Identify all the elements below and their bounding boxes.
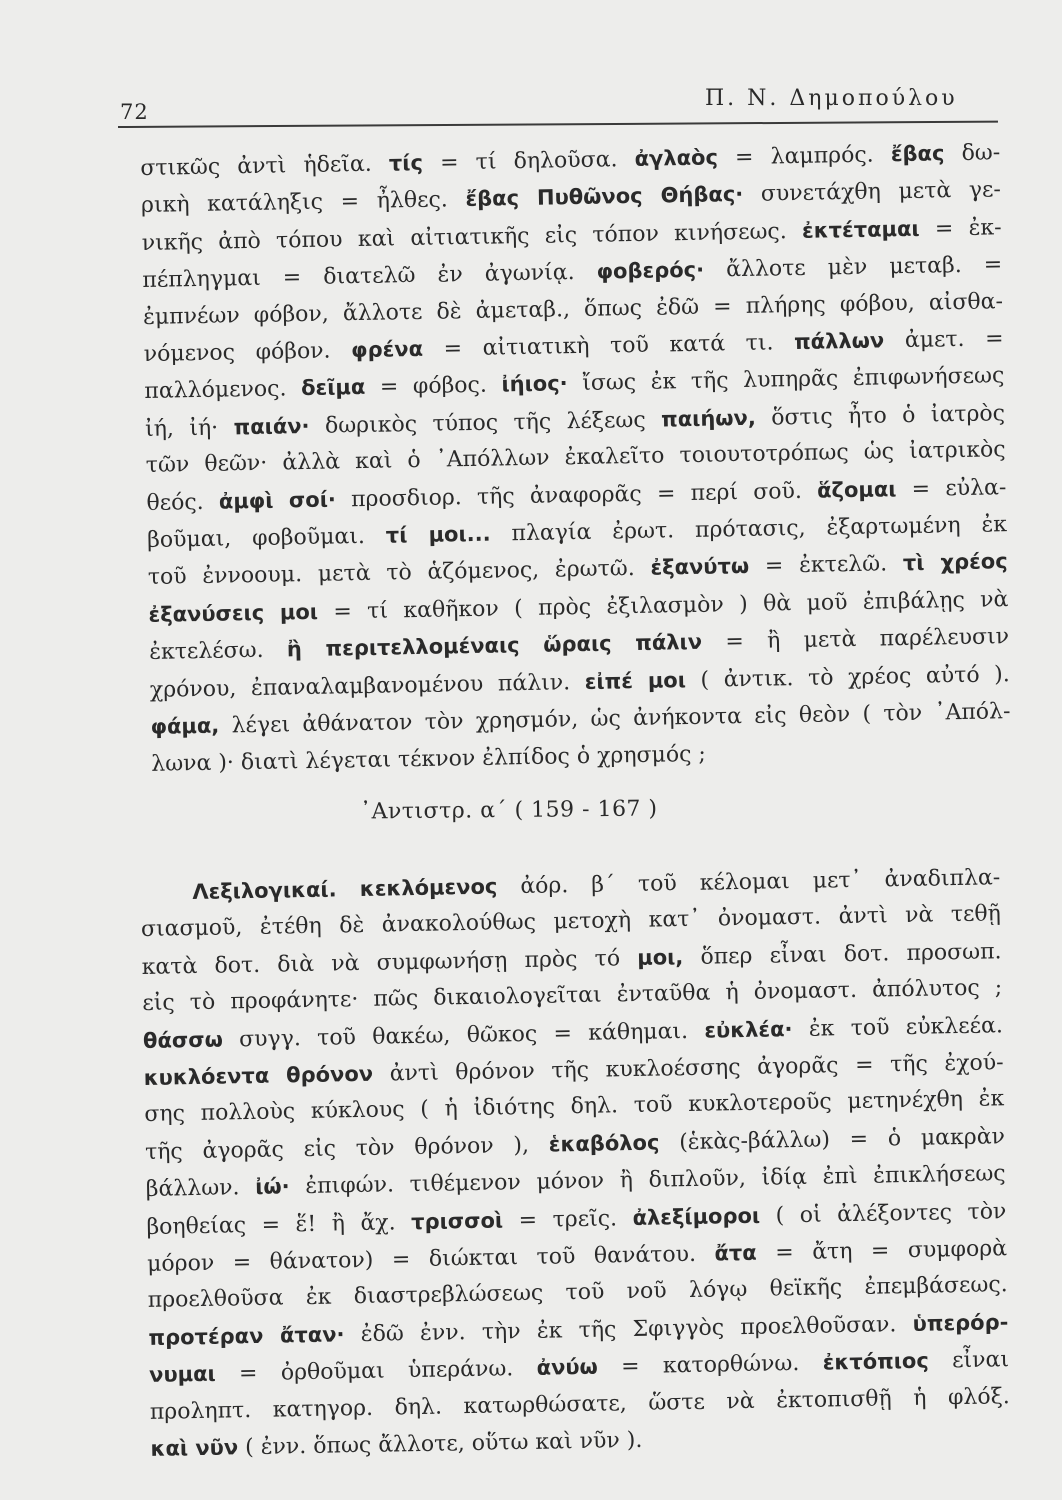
text-run: ἄλλοτε μὲν μεταβ. = xyxy=(703,252,1003,283)
text-run: ( ἀντικ. τὸ χρέος αὐτό ). xyxy=(685,661,1010,693)
header-rule xyxy=(118,121,998,128)
bold-lemma: φρένα xyxy=(350,336,424,363)
text-run: ἀόρ. β΄ τοῦ κέλομαι μετ᾽ ἀναδιπλα- xyxy=(497,865,1001,900)
text-run: = εὐλα- xyxy=(896,474,1007,502)
bold-lemma: Λεξιλογικαί. κεκλόμενος xyxy=(192,874,498,905)
text-run: βοῦμαι, φοβοῦμαι. xyxy=(146,523,387,553)
bold-lemma: ἐξανύσεις μοι xyxy=(148,599,319,627)
text-run: = λαμπρός. xyxy=(717,142,892,171)
text-run: νικῆς ἀπὸ τόπου καὶ αἰτιατικῆς εἰς τόπον κινήσεως. xyxy=(141,218,803,256)
bold-lemma: ἀνύω xyxy=(536,1354,599,1381)
bold-lemma: ἢ περιτελλομέναις ὥραις πάλιν xyxy=(286,630,703,662)
text-run: τοῦ ἐννοουμ. μετὰ τὸ ἁζόμενος, ἐρωτῶ. xyxy=(147,556,651,591)
text-run: προληπτ. κατηγορ. δηλ. κατωρθώσατε, ὥστε νὰ ἐκτοπισθῇ ἡ φλόξ. xyxy=(149,1383,1010,1425)
text-run: τῆς ἀγορᾶς εἰς τὸν θρόνον ), xyxy=(144,1132,550,1165)
text-run: θεός. xyxy=(146,489,220,516)
bold-lemma: ἅζομαι xyxy=(816,476,897,503)
bold-lemma: θάσσω xyxy=(142,1027,224,1053)
bold-lemma: προτέραν ἄταν· xyxy=(148,1322,345,1350)
text-run: = ὀρθοῦμαι ὑπεράνω. xyxy=(215,1356,537,1387)
bold-lemma: παιάν· xyxy=(233,413,310,440)
text-run: χρόνου, ἐπαναλαμβανομένου πάλιν. xyxy=(149,669,585,703)
text-run: παλλόμενος. xyxy=(144,376,302,405)
text-run: στικῶς ἀντὶ ἡδεῖα. xyxy=(140,151,390,181)
bold-lemma: ἐκτέταμαι xyxy=(801,216,920,243)
text-run: = τί καθῆκον ( πρὸς ἐξιλασμὸν ) θὰ μοῦ ἐπιβάλῃς νὰ xyxy=(317,587,1009,625)
text-run: βάλλων. xyxy=(145,1175,256,1203)
bold-lemma: νυμαι xyxy=(148,1361,216,1388)
text-run: ἐμπνέων φόβον, ἄλλοτε δὲ ἀμεταβ., ὅπως ἐδῶ = πλήρης φόβου, αἰσθα- xyxy=(142,288,1004,330)
text-run: εἰς τὸ προφάνητε· πῶς δικαιολογεῖται ἐνταῦθα ἡ ὀνομαστ. ἀπόλυτος ; xyxy=(142,975,1003,1017)
text-run: = ἐκ- xyxy=(919,215,1002,242)
text-run: σιασμοῦ, ἐτέθη δὲ ἀνακολούθως μετοχὴ κατ᾽ ὀνομαστ. ἀντὶ νὰ τεθῇ xyxy=(140,901,1002,943)
text-run: εἶναι xyxy=(928,1347,1010,1374)
commentary-paragraph-1 xyxy=(140,134,1011,783)
text-run: πέπληγμαι = διατελῶ ἐν ἀγωνίᾳ. xyxy=(142,259,597,294)
bold-lemma: ἀμφὶ σοί· xyxy=(218,487,337,514)
text-run: σης πολλοὺς κύκλους ( ἡ ἰδιότης δηλ. τοῦ κυκλοτεροῦς μετηνέχθη ἐκ xyxy=(144,1086,1005,1128)
text-run: τῶν θεῶν· ἀλλὰ καὶ ὁ ᾽Απόλλων ἐκαλεῖτο τοιουτοτρόπως ὡς ἰατρικὸς xyxy=(145,437,1006,479)
bold-lemma: καὶ νῦν xyxy=(150,1435,239,1461)
text-run: = τί δηλοῦσα. xyxy=(422,146,635,176)
bold-lemma: εἰπέ μοι xyxy=(584,667,687,694)
text-run: ρικὴ κατάληξις = ἦλθες. xyxy=(140,187,466,219)
text-run: = ἄτη = συμφορὰ xyxy=(756,1236,1008,1266)
text-run: συγγ. τοῦ θακέω, θῶκος = κάθημαι. xyxy=(222,1018,705,1053)
bold-lemma: τίς xyxy=(388,150,424,176)
bold-lemma: κυκλόεντα θρόνον xyxy=(143,1061,374,1090)
text-run: ἰή, ἰή· xyxy=(144,415,234,442)
bold-lemma: ἔβας xyxy=(890,141,945,167)
bold-lemma: παιήων, xyxy=(660,405,757,432)
text-run: ἴσως ἐκ τῆς λυπηρᾶς ἐπιφωνήσεως xyxy=(567,363,1005,397)
text-run: = ἐκτελῶ. xyxy=(748,551,904,580)
text-run: = αἰτιατικὴ τοῦ κατά τι. xyxy=(422,330,795,362)
bold-lemma: ἄτα xyxy=(714,1240,757,1266)
text-run: ἀμετ. = xyxy=(884,326,1004,354)
text-run: ἐπιφών. τιθέμενον μόνον ἢ διπλοῦν, ἰδίᾳ ἐπὶ ἐπικλήσεως xyxy=(289,1161,1006,1200)
text-run: ( ἐνν. ὅπως ἄλλοτε, οὕτω καὶ νῦν ). xyxy=(237,1427,643,1461)
text-run: = ἢ μετὰ παρέλευσιν xyxy=(701,624,1010,656)
bold-lemma: ἐξανύτω xyxy=(650,554,750,581)
text-run: = τρεῖς. xyxy=(502,1205,633,1234)
text-run: ἀντὶ θρόνον τῆς κυκλοέσσης ἀγορᾶς = τῆς ἐχού- xyxy=(372,1050,1004,1087)
bold-lemma: ὑπερόρ- xyxy=(912,1310,1009,1336)
bold-lemma: μοι, xyxy=(637,944,684,970)
text-run: δω- xyxy=(944,140,1001,167)
bold-lemma: τὶ χρέος xyxy=(902,549,1008,576)
text-run: νόμενος φόβον. xyxy=(143,338,352,367)
bold-lemma: ἀγλαὸς xyxy=(634,145,719,171)
text-run: (ἑκὰς-βάλλω) = ὁ μακρὰν xyxy=(659,1124,1006,1156)
text-run: ἐκ τοῦ εὐκλεέα. xyxy=(792,1012,1004,1042)
text-run: κατὰ δοτ. διὰ νὰ συμφωνήσῃ πρὸς τό xyxy=(141,945,638,980)
text-run: ὅπερ εἶναι δοτ. προσωπ. xyxy=(683,939,1002,970)
text-run: ὅστις ἦτο ὁ ἰατρὸς xyxy=(755,401,1006,431)
section-heading: ᾽Αντιστρ. α΄ ( 159 - 167 ) xyxy=(359,796,658,825)
text-run: ἐδῶ ἐνν. τὴν ἐκ τῆς Σφιγγὸς προελθοῦσαν. xyxy=(344,1311,913,1348)
text-run: προελθοῦσα ἐκ διαστρεβλώσεως τοῦ νοῦ λόγῳ θεϊκῆς ἐπεμβάσεως. xyxy=(147,1272,1008,1314)
bold-lemma: ἰώ· xyxy=(255,1174,290,1200)
text-run: λωνα )· διατὶ λέγεται τέκνον ἐλπίδος ὁ χρησμός ; xyxy=(151,741,707,777)
text-run: προσδιορ. τῆς ἀναφορᾶς = περί σοῦ. xyxy=(335,478,818,513)
text-run: δωρικὸς τύπος τῆς λέξεως xyxy=(309,407,662,439)
page-number: 72 xyxy=(120,100,149,124)
text-run: ἐκτελέσω. xyxy=(148,637,288,666)
text-run: = κατορθώνω. xyxy=(597,1350,823,1380)
bold-lemma: ἑκαβόλος xyxy=(548,1130,660,1157)
bold-lemma: εὐκλέα· xyxy=(704,1016,793,1043)
text-run: λέγει ἀθάνατον τὸν χρησμόν, ὡς ἀνήκοντα εἰς θεὸν ( τὸν ᾽Απόλ- xyxy=(219,699,1011,739)
bold-lemma: ἀλεξίμοροι xyxy=(632,1203,761,1230)
running-title: Π. Ν. Δημοπούλου xyxy=(705,86,958,111)
bold-lemma: πάλλων xyxy=(793,328,885,355)
bold-lemma: δεῖμα xyxy=(300,375,366,401)
bold-lemma: ἐκτόπιος xyxy=(822,1348,930,1375)
text-run: συνετάχθη μετὰ γε- xyxy=(743,177,1002,208)
bold-lemma: τρισσοὶ xyxy=(410,1208,504,1234)
bold-lemma: φοβερός· xyxy=(596,257,705,284)
text-run: ( οἱ ἀλέξοντες τὸν xyxy=(759,1198,1007,1229)
bold-lemma: φάμα, xyxy=(150,713,220,739)
text-run: μόρον = θάνατον) = διώκται τοῦ θανάτου. xyxy=(146,1241,715,1277)
text-run: πλαγία ἐρωτ. πρότασις, ἐξαρτωμένη ἐκ xyxy=(490,512,1008,547)
commentary-paragraph-2 xyxy=(140,859,1011,1468)
bold-lemma: τί μοι... xyxy=(385,521,491,548)
bold-lemma: ἔβας Πυθῶνος Θήβας· xyxy=(465,182,744,212)
text-run: βοηθείας = ἕ! ἢ ἄχ. xyxy=(146,1209,412,1240)
bold-lemma: ἰήιος· xyxy=(501,371,568,397)
text-run: = φόβος. xyxy=(365,372,502,401)
